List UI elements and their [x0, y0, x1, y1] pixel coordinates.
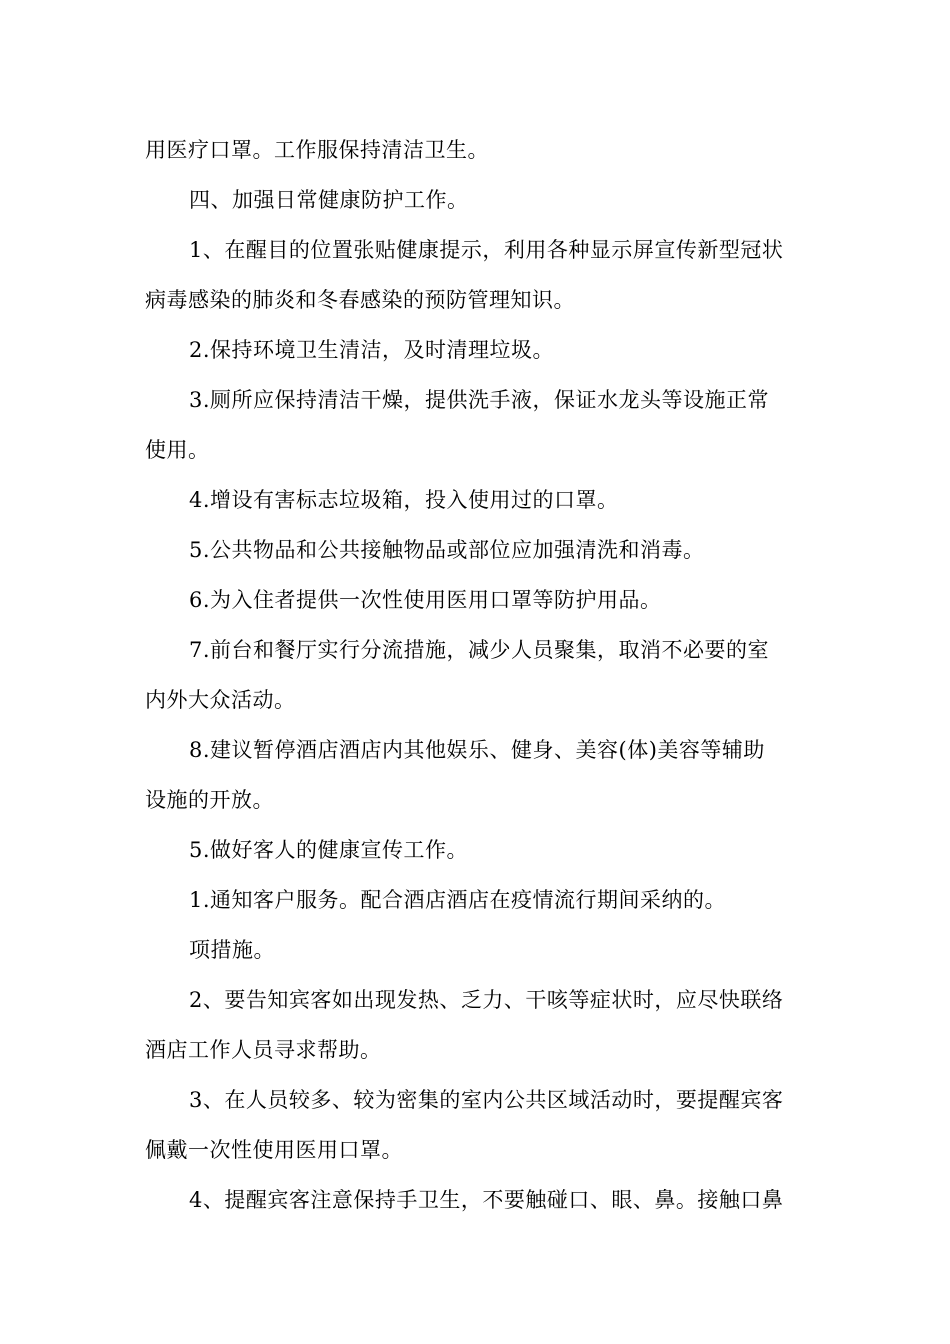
- text-line: 病毒感染的肺炎和冬春感染的预防管理知识。: [145, 288, 575, 312]
- text-line: 4、提醒宾客注意保持手卫生，不要触碰口、眼、鼻。接触口鼻: [189, 1188, 784, 1212]
- text-line: 5.公共物品和公共接触物品或部位应加强清洗和消毒。: [189, 538, 705, 562]
- text-line: 内外大众活动。: [145, 688, 296, 712]
- text-line: 佩戴一次性使用医用口罩。: [145, 1138, 403, 1162]
- text-line: 7.前台和餐厅实行分流措施，减少人员聚集，取消不必要的室: [189, 638, 770, 662]
- text-line: 项措施。: [189, 938, 275, 962]
- text-line: 酒店工作人员寻求帮助。: [145, 1038, 382, 1062]
- text-line: 使用。: [145, 438, 210, 462]
- text-line: 2.保持环境卫生清洁，及时清理垃圾。: [189, 338, 555, 362]
- text-line: 3.厕所应保持清洁干燥，提供洗手液，保证水龙头等设施正常: [189, 388, 770, 412]
- text-line: 4.增设有害标志垃圾箱，投入使用过的口罩。: [189, 488, 619, 512]
- text-line: 8.建议暂停酒店酒店内其他娱乐、健身、美容(体)美容等辅助: [189, 738, 765, 762]
- text-line: 用医疗口罩。工作服保持清洁卫生。: [145, 138, 489, 162]
- section-heading: 5.做好客人的健康宣传工作。: [189, 838, 469, 862]
- text-line: 2、要告知宾客如出现发热、乏力、干咳等症状时，应尽快联络: [189, 988, 784, 1012]
- section-heading: 四、加强日常健康防护工作。: [189, 188, 469, 212]
- text-line: 3、在人员较多、较为密集的室内公共区域活动时，要提醒宾客: [189, 1088, 784, 1112]
- text-line: 1、在醒目的位置张贴健康提示，利用各种显示屏宣传新型冠状: [189, 238, 784, 262]
- text-line: 6.为入住者提供一次性使用医用口罩等防护用品。: [189, 588, 662, 612]
- text-line: 设施的开放。: [145, 788, 274, 812]
- text-line: 1.通知客户服务。配合酒店酒店在疫情流行期间采纳的。: [189, 888, 727, 912]
